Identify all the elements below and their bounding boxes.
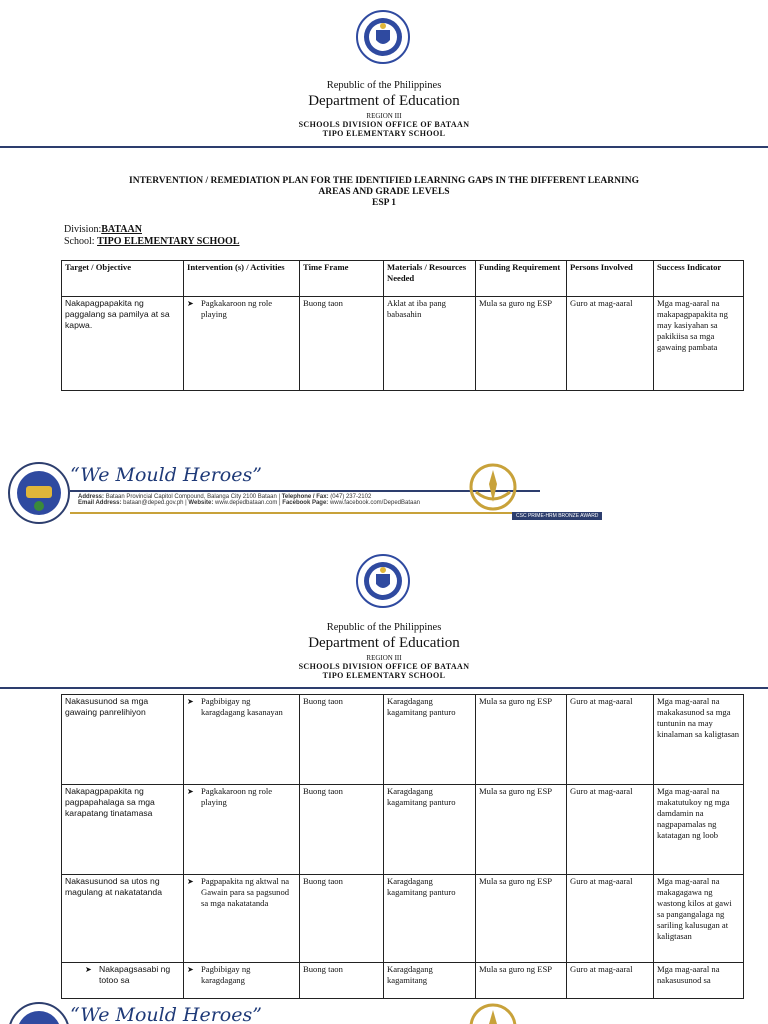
cell-objective: Nakapagpapakita ng pagpapahalaga sa mga karapatang tinatamasa [62,785,184,875]
cell-funding: Mula sa guro ng ESP [476,963,567,999]
cell-timeframe: Buong taon [300,297,384,391]
cell-objective: Nakapagpapakita ng paggalang sa pamilya at sa kapwa. [62,297,184,391]
republic-label: Republic of the Philippines [326,80,442,91]
cell-materials: Aklat at iba pang babasahin [384,297,476,391]
cell-intervention [184,785,300,875]
page-footer-partial [0,1000,768,1024]
col-header: Materials / Resources Needed [384,261,476,297]
school-field-label: School: [64,236,95,247]
deped-bataan-logo-icon [8,1002,70,1024]
cell-timeframe: Buong taon [300,875,384,963]
award-label: CSC PRIME-HRM BRONZE AWARD [512,512,602,520]
intervention-text: Pagpapakita ng aktwal na Gawain para sa pagsunod sa mga nakatatanda [201,876,290,908]
cell-intervention [184,963,300,999]
table-row [62,785,744,875]
col-header: Time Frame [300,261,384,297]
email-text: bataan@deped.gov.ph [123,500,184,506]
cell-persons: Guro at mag-aaral [567,695,654,785]
republic-label: Republic of the Philippines [326,622,442,633]
region-label: REGION III [366,112,402,120]
cell-intervention [184,695,300,785]
cell-indicator: Mga mag-aaral na makapagpapakita ng may kasiyahan sa pakikiisa sa mga gawaing pambata [654,297,744,391]
cell-funding: Mula sa guro ng ESP [476,695,567,785]
table-row [62,963,744,999]
cell-materials: Karagdagang kagamitang panturo [384,875,476,963]
cell-persons: Guro at mag-aaral [567,785,654,875]
col-header: Funding Requirement [476,261,567,297]
cell-indicator: Mga mag-aaral na makagagawa ng wastong kilos at gawi sa pangangalaga ng sariling kalusugan at kaligtasan [654,875,744,963]
header-divider [0,687,768,689]
address-text: Bataan Provincial Capitol Compound, Balanga City 2100 Bataan [105,494,277,500]
cell-timeframe: Buong taon [300,695,384,785]
csc-award-emblem-icon [464,462,522,512]
arrow-bullet-icon: ➤ [187,965,194,974]
school-label: TIPO ELEMENTARY SCHOOL [322,671,446,680]
table-row [62,695,744,785]
plan-title [70,176,698,209]
school-field [64,236,240,247]
cell-objective: Nakasusunod sa mga gawaing panrelihiyon [62,695,184,785]
division-field-value: BATAAN [101,224,142,235]
page-2 [0,548,768,1024]
cell-persons: Guro at mag-aaral [567,963,654,999]
cell-indicator: Mga mag-aaral na makatutukoy ng mga damdamin na nagpapamalas ng katatagan ng loob [654,785,744,875]
cell-indicator: Mga mag-aaral na nakasusunod sa [654,963,744,999]
phone-text: (047) 237-2102 [330,494,372,500]
page-footer [0,460,768,530]
objective-text: Nakapagsasabi ng totoo sa [99,964,171,985]
cell-indicator: Mga mag-aaral na makakasunod sa mga tuntunin na may kinalaman sa kaligtasan [654,695,744,785]
school-label: TIPO ELEMENTARY SCHOOL [322,129,446,138]
arrow-bullet-icon: ➤ [187,877,194,886]
cell-funding: Mula sa guro ng ESP [476,785,567,875]
cell-materials: Karagdagang kagamitang [384,963,476,999]
division-office-label: SCHOOLS DIVISION OFFICE OF BATAAN [298,120,470,129]
plan-table-page2 [61,694,744,999]
deped-bataan-logo-icon [8,462,70,524]
facebook-text: www.facebook.com/DepedBataan [329,500,421,506]
arrow-bullet-icon: ➤ [187,299,194,308]
cell-materials: Karagdagang kagamitang panturo [384,785,476,875]
phone-label: Telephone / Fax: [281,494,329,500]
email-label: Email Address: [78,500,122,506]
cell-materials: Karagdagang kagamitang panturo [384,695,476,785]
plan-title-line1: INTERVENTION / REMEDIATION PLAN FOR THE IDENTIFIED LEARNING GAPS IN THE DIFFERENT LEARNING [129,176,639,186]
footer-contact: Address: Bataan Provincial Capitol Compound, Balanga City 2100 Bataan | Telephone / Fax: (047) 237-2102 Email Address: bataan@deped.gov.ph | Website: www.depedbataan.com | Facebook Page: www.facebook.com/DepedBataan [78,494,421,506]
intervention-text: Pagbibigay ng karagdagang kasanayan [201,696,283,717]
department-title: Department of Education [308,635,460,651]
cell-funding: Mula sa guro ng ESP [476,875,567,963]
header-divider [0,146,768,148]
intervention-text: Pagkakaroon ng role playing [201,298,273,319]
cell-timeframe: Buong taon [300,963,384,999]
cell-objective: Nakasusunod sa utos ng magulang at nakatatanda [62,875,184,963]
plan-subject: ESP 1 [371,198,397,208]
table-row [62,875,744,963]
website-text: www.depedbataan.com [215,500,278,506]
division-field [64,224,142,235]
motto-text: “We Mould Heroes” [70,1004,262,1024]
deped-seal-icon [356,10,410,64]
arrow-bullet-icon: ➤ [85,965,92,974]
footer-band-gold [70,512,540,514]
table-header-row [62,261,744,297]
cell-persons: Guro at mag-aaral [567,875,654,963]
school-field-value: TIPO ELEMENTARY SCHOOL [97,236,240,247]
division-office-label: SCHOOLS DIVISION OFFICE OF BATAAN [298,662,470,671]
col-header: Success Indicator [654,261,744,297]
region-label: REGION III [366,654,402,662]
division-field-label: Division: [64,224,102,235]
cell-intervention [184,297,300,391]
address-label: Address: [78,494,105,500]
plan-title-line2: AREAS AND GRADE LEVELS [318,187,450,197]
col-header: Persons Involved [567,261,654,297]
intervention-text: Pagbibigay ng karagdagang [201,964,251,985]
arrow-bullet-icon: ➤ [187,697,194,706]
csc-award-emblem-icon [464,1002,522,1024]
facebook-label: Facebook Page: [282,500,329,506]
cell-timeframe: Buong taon [300,785,384,875]
arrow-bullet-icon: ➤ [187,787,194,796]
website-label: Website: [188,500,214,506]
col-header: Intervention (s) / Activities [184,261,300,297]
table-row [62,297,744,391]
intervention-text: Pagkakaroon ng role playing [201,786,273,807]
department-title: Department of Education [308,93,460,109]
deped-seal-icon [356,554,410,608]
motto-text: “We Mould Heroes” [70,464,262,486]
col-header: Target / Objective [62,261,184,297]
cell-funding: Mula sa guro ng ESP [476,297,567,391]
cell-objective [62,963,184,999]
cell-intervention [184,875,300,963]
cell-persons: Guro at mag-aaral [567,297,654,391]
plan-table-page1 [61,260,744,391]
